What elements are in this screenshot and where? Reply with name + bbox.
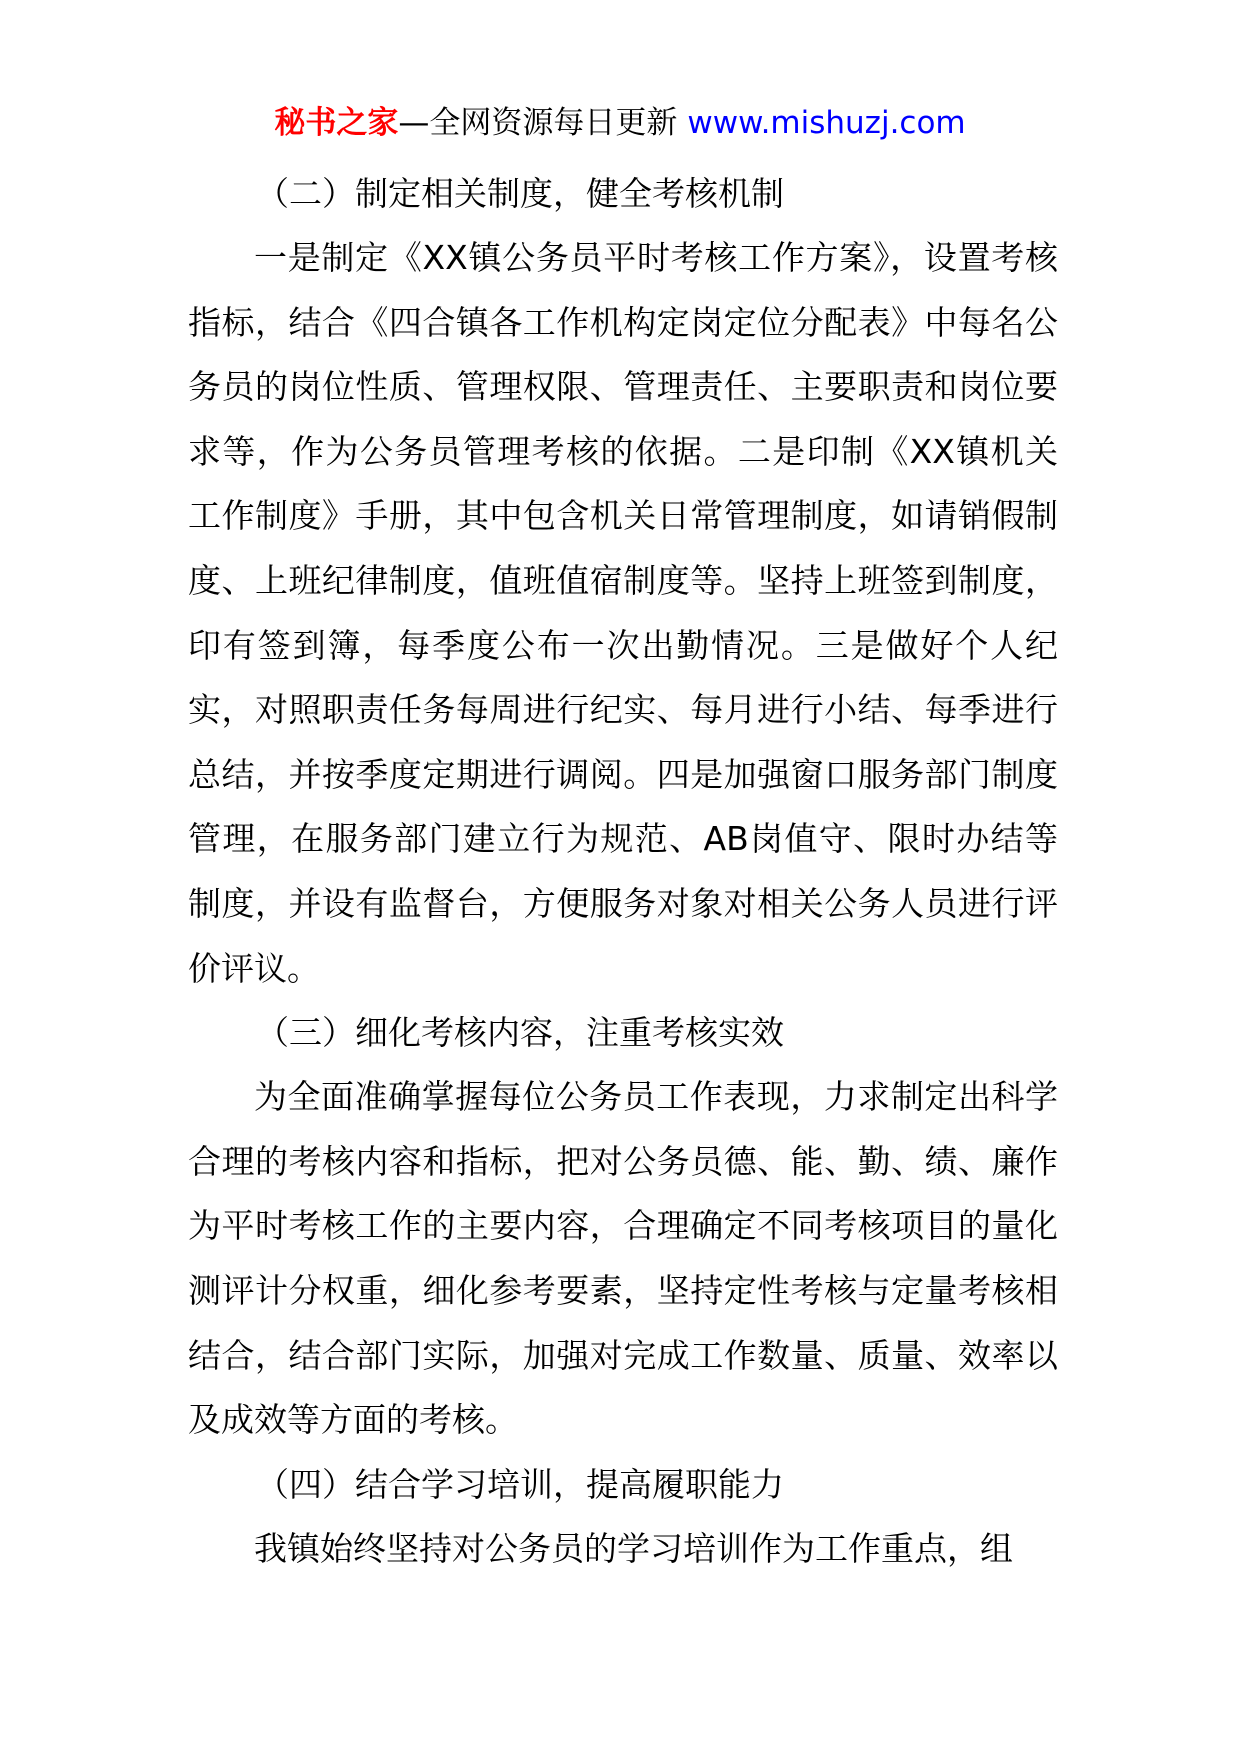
paragraph: 为全面准确掌握每位公务员工作表现，力求制定出科学合理的考核内容和指标，把对公务员德、能、勤、绩、廉作为平时考核工作的主要内容，合理确定不同考核项目的量化测评计分权重，细化参考要素，坚持定性考核与定量考核相结合，结合部门实际，加强对完成工作数量、质量、效率以及成效等方面的考核。	[188, 1077, 1058, 1440]
section-heading-3: （三）细化考核内容，注重考核实效	[256, 1013, 784, 1053]
site-name: 秘书之家	[274, 105, 399, 141]
section-heading-2: （二）制定相关制度，健全考核机制	[256, 174, 784, 213]
paragraph: 一是制定《XX镇公务员平时考核工作方案》，设置考核指标，结合《四合镇各工作机构定岗定位分配表》中每名公务员的岗位性质、管理权限、管理责任、主要职责和岗位要求等，作为公务员管理考核的依据。二是印制《XX镇机关工作制度》手册，其中包含机关日常管理制度，如请销假制度、上班纪律制度，值班值宿制度等。坚持上班签到制度，印有签到簿，每季度公布一次出勤情况。三是做好个人纪实，对照职责任务每周进行纪实、每月进行小结、每季进行总结，并按季度定期进行调阅。四是加强窗口服务部门制度管理，在服务部门建立行为规范、AB岗值守、限时办结等制度，并设有监督台，方便服务对象对相关公务人员进行评价评议。	[188, 238, 1058, 988]
document-body	[188, 162, 1058, 1581]
site-header	[0, 100, 1240, 146]
paragraph: 我镇始终坚持对公务员的学习培训作为工作重点，组	[254, 1528, 1013, 1568]
section-heading-4: （四）结合学习培训，提高履职能力	[256, 1464, 784, 1504]
site-url-link[interactable]: www.mishuzj.com	[687, 105, 966, 141]
site-tagline: —全网资源每日更新	[398, 105, 678, 141]
